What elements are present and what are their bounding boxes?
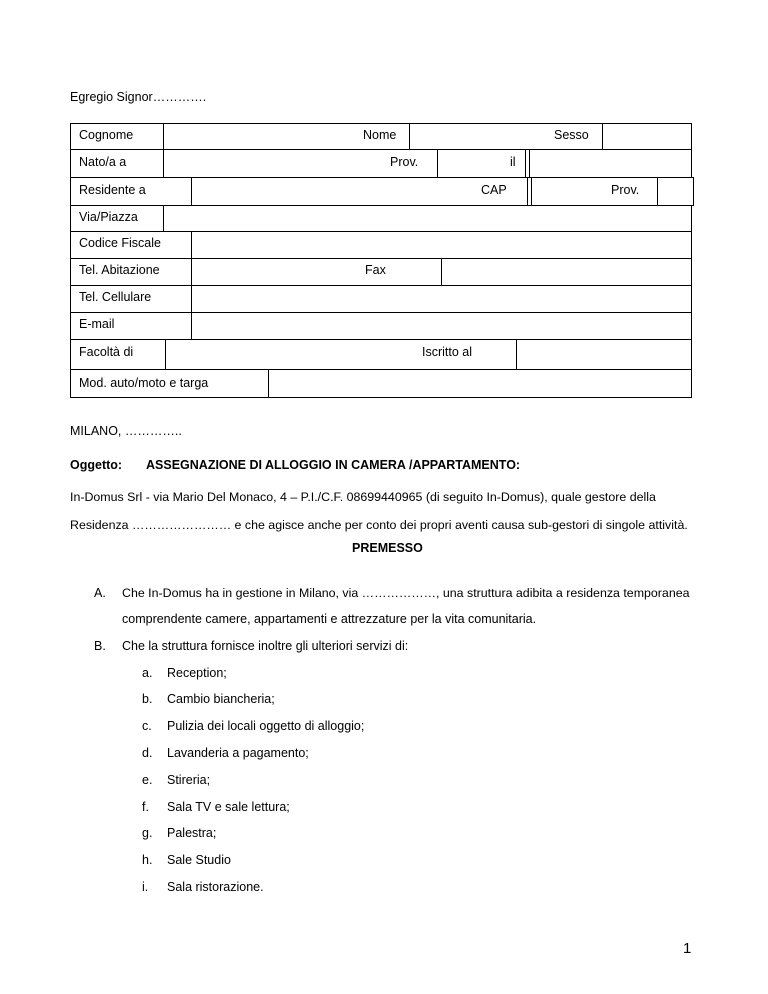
service-text: Stireria; bbox=[167, 773, 211, 787]
premesso-heading: PREMESSO bbox=[352, 541, 423, 555]
email-label: E-mail bbox=[79, 317, 115, 331]
service-text: Pulizia dei locali oggetto di alloggio; bbox=[167, 719, 365, 733]
service-text: Cambio biancheria; bbox=[167, 692, 275, 706]
form-row-residence bbox=[70, 177, 694, 206]
form-row-mobile bbox=[70, 285, 692, 313]
residente-field[interactable] bbox=[191, 178, 476, 205]
form-row-phone bbox=[70, 258, 692, 286]
tel-field[interactable] bbox=[191, 259, 358, 285]
form-row-email bbox=[70, 312, 692, 340]
service-letter: a. bbox=[142, 666, 153, 680]
service-text: Reception; bbox=[167, 666, 227, 680]
service-text: Sala ristorazione. bbox=[167, 880, 264, 894]
iscritto-field[interactable] bbox=[516, 340, 692, 369]
facolta-field[interactable] bbox=[165, 340, 412, 369]
sesso-label: Sesso bbox=[554, 128, 589, 142]
service-letter: e. bbox=[142, 773, 153, 787]
point-b-line-1: Che la struttura fornisce inoltre gli ulteriori servizi di: bbox=[122, 639, 409, 653]
form-row-birth bbox=[70, 149, 692, 178]
form-row-name bbox=[70, 123, 692, 150]
cf-field[interactable] bbox=[191, 232, 692, 258]
form-row-tax-code bbox=[70, 231, 692, 259]
facolta-label: Facoltà di bbox=[79, 345, 134, 359]
via-label: Via/Piazza bbox=[79, 210, 138, 224]
service-letter: i. bbox=[142, 880, 149, 894]
nome-field[interactable] bbox=[409, 124, 550, 149]
prov-residenza-label: Prov. bbox=[611, 183, 640, 197]
fax-label: Fax bbox=[365, 263, 386, 277]
data-nascita-field-2[interactable] bbox=[529, 150, 692, 177]
cap-field[interactable] bbox=[527, 178, 529, 205]
service-letter: b. bbox=[142, 692, 153, 706]
nome-label: Nome bbox=[363, 128, 397, 142]
form-row-address bbox=[70, 205, 692, 232]
service-text: Palestra; bbox=[167, 826, 217, 840]
form-row-vehicle bbox=[70, 369, 692, 398]
iscritto-label: Iscritto al bbox=[422, 345, 473, 359]
fax-field[interactable] bbox=[441, 259, 692, 285]
auto-label: Mod. auto/moto e targa bbox=[79, 376, 209, 390]
data-nascita-field[interactable] bbox=[525, 150, 528, 177]
point-a-line-1: Che In-Domus ha in gestione in Milano, via ………………, una struttura adibita a residenza temporanea bbox=[122, 586, 690, 600]
sesso-field[interactable] bbox=[602, 124, 693, 149]
salutation: Egregio Signor…………. bbox=[70, 90, 207, 104]
form-row-faculty bbox=[70, 339, 692, 370]
il-label: il bbox=[510, 155, 516, 169]
residente-label: Residente a bbox=[79, 183, 146, 197]
service-text: Sala TV e sale lettura; bbox=[167, 800, 290, 814]
cognome-field[interactable] bbox=[163, 124, 360, 149]
via-field[interactable] bbox=[163, 206, 692, 231]
cf-label: Codice Fiscale bbox=[79, 236, 161, 250]
cap-label: CAP bbox=[481, 183, 507, 197]
intro-line-2: Residenza …………………… e che agisce anche per conto dei propri aventi causa sub-gestori di singole attività. bbox=[70, 518, 688, 532]
date-line: MILANO, ………….. bbox=[70, 424, 182, 438]
intro-line-1: In-Domus Srl - via Mario Del Monaco, 4 – P.I./C.F. 08699440965 (di seguito In-Domus), quale gestore della bbox=[70, 490, 656, 504]
auto-field[interactable] bbox=[268, 370, 692, 397]
service-text: Sale Studio bbox=[167, 853, 231, 867]
service-text: Lavanderia a pagamento; bbox=[167, 746, 309, 760]
point-b-letter: B. bbox=[94, 639, 106, 653]
registration-form bbox=[70, 123, 692, 398]
cognome-label: Cognome bbox=[79, 128, 134, 142]
service-letter: h. bbox=[142, 853, 153, 867]
prov-residenza-field[interactable] bbox=[657, 178, 694, 205]
nato-label: Nato/a a bbox=[79, 155, 127, 169]
service-letter: g. bbox=[142, 826, 153, 840]
prov-nascita-label: Prov. bbox=[390, 155, 419, 169]
email-field[interactable] bbox=[191, 313, 692, 339]
oggetto-label: Oggetto: bbox=[70, 458, 123, 472]
oggetto-text: ASSEGNAZIONE DI ALLOGGIO IN CAMERA /APPARTAMENTO: bbox=[146, 458, 521, 472]
tel-label: Tel. Abitazione bbox=[79, 263, 160, 277]
service-letter: c. bbox=[142, 719, 152, 733]
cap-field-2[interactable] bbox=[531, 178, 602, 205]
point-a-letter: A. bbox=[94, 586, 106, 600]
page-number: 1 bbox=[683, 940, 692, 957]
cell-field[interactable] bbox=[191, 286, 692, 312]
service-letter: f. bbox=[142, 800, 149, 814]
point-a-line-2: comprendente camere, appartamenti e attrezzature per la vita comunitaria. bbox=[122, 612, 537, 626]
nato-field[interactable] bbox=[163, 150, 386, 177]
service-letter: d. bbox=[142, 746, 153, 760]
cell-label: Tel. Cellulare bbox=[79, 290, 152, 304]
